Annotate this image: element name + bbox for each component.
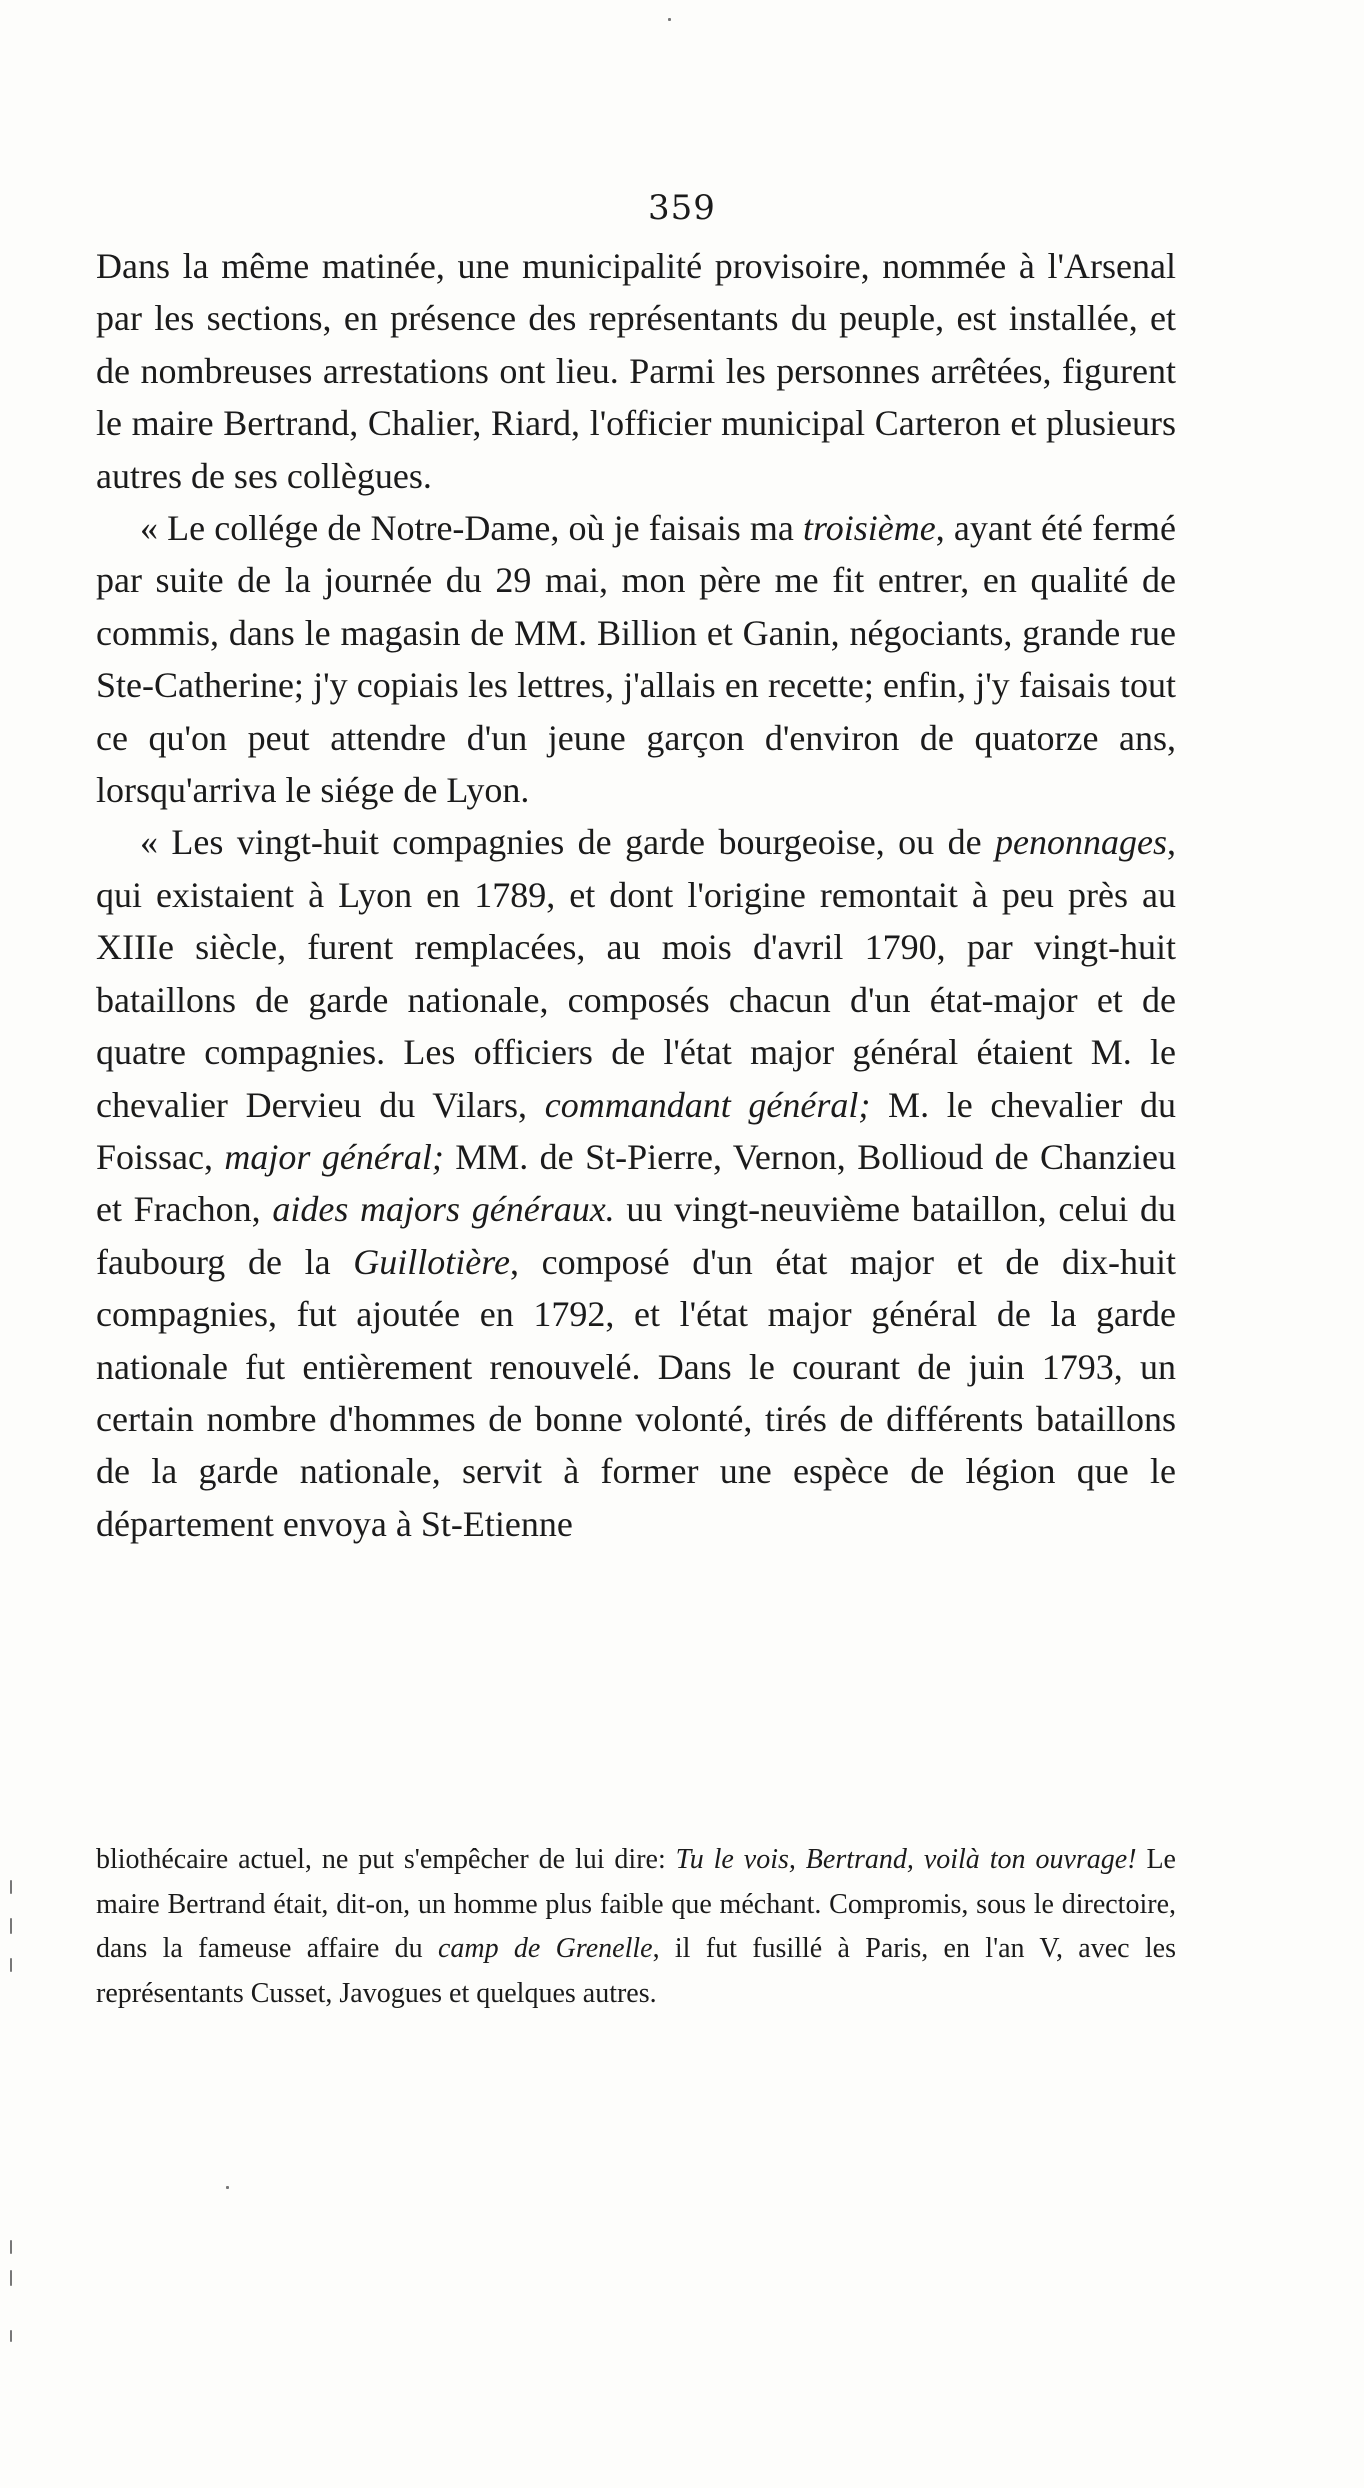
text-run: Le maire Bertrand était, dit-on, un homme plus faible que méchant. Compromis, sous le directoire, dans la fameuse affaire du [96, 1844, 1176, 1964]
italic-text: troisième [803, 508, 936, 549]
text-run: M. le chevalier du Foissac, [96, 1084, 1176, 1177]
text-run: uu vingt-neuvième bataillon, celui du faubourg de la [96, 1189, 1176, 1282]
text-run: , ayant été fermé par suite de la journée du 29 mai, mon père me fit entrer, en qualité de commis, dans le magasin de MM. Billion et Ganin, négociants, grande rue Ste-Catherine; j'y copiais les lettres, j'allais en recette; enfin, j'y faisais tout ce qu'on peut attendre d'un jeune garçon d'environ de quatorze ans, lorsqu'arriva le siége de Lyon. [96, 508, 1176, 811]
text-run: MM. de St-Pierre, Vernon, Bollioud de Chanzieu et Frachon, [96, 1136, 1176, 1230]
paragraph-p3 [96, 816, 1176, 1550]
footnote [96, 1838, 1176, 2016]
italic-text: commandant général; [544, 1084, 871, 1125]
paragraph-p1 [96, 240, 1176, 502]
paragraph-p2 [96, 502, 1176, 816]
italic-text: Tu le vois, Bertrand, voilà ton ouvrage! [675, 1844, 1137, 1875]
italic-text: major général; [224, 1136, 444, 1177]
scan-speck [10, 1880, 12, 1894]
italic-text: penonnages [995, 822, 1167, 863]
text-run: bliothécaire actuel, ne put s'empêcher de lui dire: [96, 1844, 676, 1875]
page-number: 359 [648, 188, 716, 228]
text-run: , qui existaient à Lyon en 1789, et dont l'origine remontait à peu près au XIIIe siècle, furent remplacées, au mois d'avril 1790, par vingt-huit bataillons de garde nationale, composés chacun d'un état-major et de quatre compagnies. Les officiers de l'état major général étaient M. le chevalier Dervieu du Vilars, [96, 822, 1176, 1125]
scan-speck [10, 1918, 12, 1934]
text-run: « Le collége de Notre-Dame, où je faisais ma [140, 508, 804, 549]
scan-speck [10, 2330, 12, 2342]
text-run: « Les vingt-huit compagnies de garde bourgeoise, ou de [140, 822, 996, 863]
italic-text: camp de Grenelle [437, 1933, 653, 1964]
scan-speck [10, 2270, 12, 2286]
italic-text: Guillotière [353, 1241, 510, 1282]
text-run: Dans la même matinée, une municipalité provisoire, nommée à l'Arsenal par les sections, en présence des représentants du peuple, est installée, et de nombreuses arrestations ont lieu. Parmi les personnes arrêtées, figurent le maire Bertrand, Chalier, Riard, l'officier municipal Carteron et plusieurs autres de ses collègues. [96, 246, 1176, 496]
text-run: , composé d'un état major et de dix-huit compagnies, fut ajoutée en 1792, et l'état major général de la garde nationale fut entièrement renouvelé. Dans le courant de juin 1793, un certain nombre d'hommes de bonne volonté, tirés de différents bataillons de la garde nationale, servit à former une espèce de légion que le département envoya à St-Etienne [96, 1241, 1177, 1544]
scan-speck [10, 1958, 12, 1972]
scan-speck [226, 2186, 229, 2189]
scan-speck [10, 2240, 12, 2254]
footnote-paragraph [96, 1838, 1176, 2016]
italic-text: aides majors généraux. [272, 1189, 615, 1230]
text-run: , il fut fusillé à Paris, en l'an V, avec les représentants Cusset, Javogues et quelques autres. [96, 1933, 1177, 2009]
scan-speck [668, 18, 671, 21]
main-text [96, 240, 1176, 1550]
